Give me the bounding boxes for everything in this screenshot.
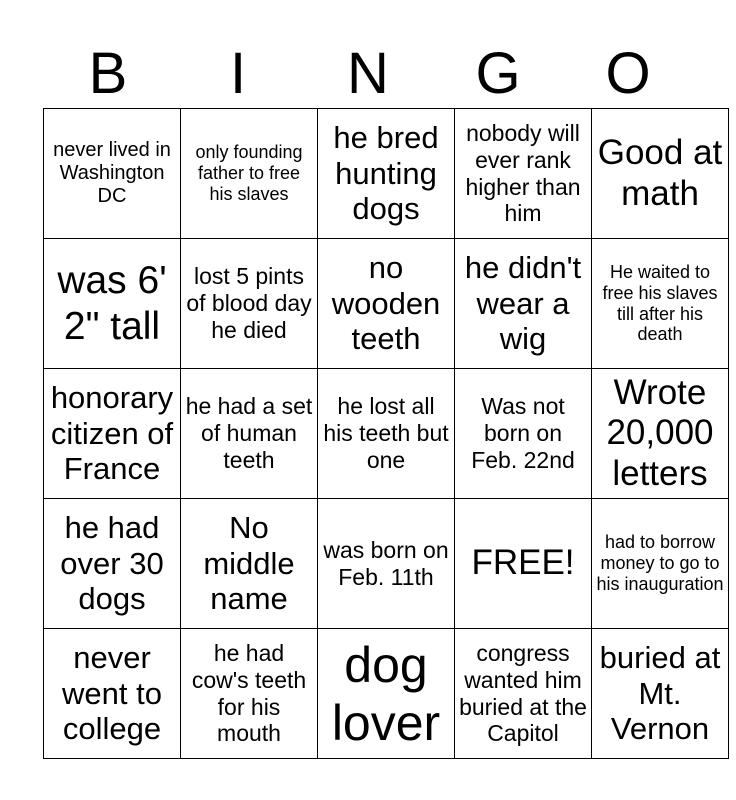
bingo-cell[interactable]: Was not born on Feb. 22nd bbox=[455, 369, 592, 499]
header-letter-n: N bbox=[347, 41, 389, 106]
bingo-cell[interactable]: was 6' 2" tall bbox=[44, 239, 181, 369]
board-row bbox=[44, 239, 729, 369]
bingo-cell[interactable]: Wrote 20,000 letters bbox=[592, 369, 729, 499]
header-letter-i: I bbox=[229, 41, 247, 106]
bingo-cell[interactable]: never went to college bbox=[44, 629, 181, 759]
bingo-cell[interactable]: was born on Feb. 11th bbox=[318, 499, 455, 629]
bingo-cell[interactable]: he had cow's teeth for his mouth bbox=[181, 629, 318, 759]
bingo-cell[interactable]: Good at math bbox=[592, 109, 729, 239]
bingo-cell[interactable]: he didn't wear a wig bbox=[455, 239, 592, 369]
board-row bbox=[44, 629, 729, 759]
bingo-cell[interactable]: never lived in Washington DC bbox=[44, 109, 181, 239]
bingo-board bbox=[43, 108, 729, 759]
bingo-cell[interactable]: lost 5 pints of blood day he died bbox=[181, 239, 318, 369]
header-letter-g: G bbox=[475, 41, 521, 106]
bingo-cell[interactable]: honorary citizen of France bbox=[44, 369, 181, 499]
bingo-cell[interactable]: congress wanted him buried at the Capitol bbox=[455, 629, 592, 759]
board-row bbox=[44, 499, 729, 629]
bingo-cell[interactable]: no wooden teeth bbox=[318, 239, 455, 369]
free-space-cell[interactable]: FREE! bbox=[455, 499, 592, 629]
header-letter-o: O bbox=[605, 41, 651, 106]
bingo-cell[interactable]: he had a set of human teeth bbox=[181, 369, 318, 499]
bingo-cell[interactable]: he lost all his teeth but one bbox=[318, 369, 455, 499]
bingo-cell[interactable]: No middle name bbox=[181, 499, 318, 629]
board-row bbox=[44, 109, 729, 239]
bingo-cell[interactable]: he had over 30 dogs bbox=[44, 499, 181, 629]
bingo-cell[interactable]: he bred hunting dogs bbox=[318, 109, 455, 239]
bingo-cell[interactable]: buried at Mt. Vernon bbox=[592, 629, 729, 759]
bingo-cell[interactable]: had to borrow money to go to his inauguration bbox=[592, 499, 729, 629]
bingo-cell[interactable]: dog lover bbox=[318, 629, 455, 759]
bingo-cell[interactable]: He waited to free his slaves till after his death bbox=[592, 239, 729, 369]
bingo-cell[interactable]: only founding father to free his slaves bbox=[181, 109, 318, 239]
bingo-header bbox=[43, 40, 693, 108]
header-letter-b: B bbox=[88, 41, 128, 106]
bingo-cell[interactable]: nobody will ever rank higher than him bbox=[455, 109, 592, 239]
board-row bbox=[44, 369, 729, 499]
